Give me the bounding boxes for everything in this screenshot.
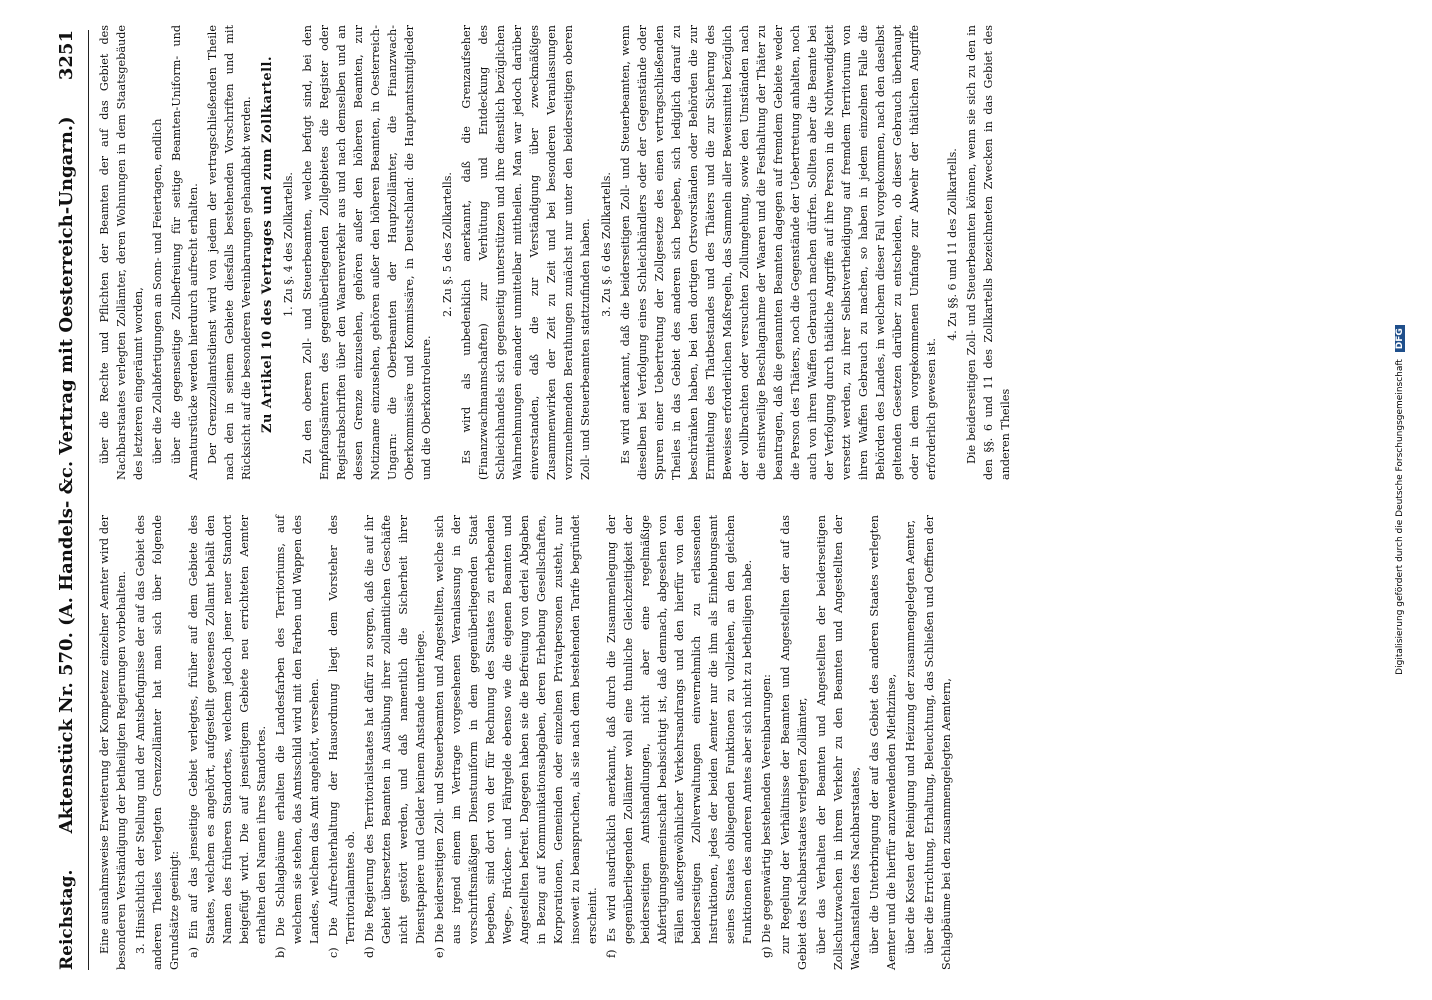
paragraph: Es wird als unbedenklich anerkannt, daß die Grenzaufseher (Finanzwachmannschaften) zur Verhütung und Entdeckung des Schleichhandels sich gegenseitig unterstützen und ihre dienstlich bezüglichen Wahrnehmungen einander unmittelbar mittheilen. Man war jedoch darüber einverstanden, daß die zur Verständigung über zweckmäßiges Zusammenwirken der Zeit zu Zeit und bei besonderen Veranlassungen vorzunehmenden Berathungen zunächst nur unter den beiderseitigen oberen Zoll- und Steuerbeamten stattzufinden haben.	[460, 25, 592, 480]
right-column	[96, 25, 1396, 480]
paragraph: Eine ausnahmsweise Erweiterung der Kompetenz einzelner Aemter wird der besonderen Verständigung der betheiligten Regierungen vorbehalten.	[98, 515, 128, 970]
list-item: g) Die gegenwärtig bestehenden Vereinbarungen:	[760, 674, 773, 958]
paragraph: über die Unterbringung der auf das Gebiet des anderen Staates verlegten Aemter und die hierfür anzuwendenden Miethzinse,	[868, 515, 898, 970]
page-header	[56, 30, 86, 970]
paragraph: über die Zollabfertigungen an Sonn- und Feiertagen, endlich	[151, 118, 164, 464]
dfg-logo: DFG	[1395, 325, 1405, 352]
header-left: Reichstag.	[57, 869, 77, 970]
paragraph: 3. Hinsichtlich der Stellung und der Amtsbefugnisse der auf das Gebiet des anderen Theiles verlegten Grenzzollämter hat man sich über folgende Grundsätze geeinigt:	[134, 515, 181, 970]
paragraph: Die beiderseitigen Zoll- und Steuerbeamten können, wenn sie sich zu den in den §§. 6 und 11 des Zollkartells bezeichneten Zwecken in das Gebiet des anderen Theiles	[965, 25, 1012, 480]
subsection-heading: 1. Zu §. 4 des Zollkartells.	[282, 172, 295, 317]
section-title: Zu Artikel 10 des Vertrages und zum Zollkartell.	[260, 55, 275, 434]
list-item: c) Die Aufrechterhaltung der Hausordnung liegt dem Vorsteher des Territorialamtes ob.	[327, 515, 357, 958]
left-column	[96, 515, 1396, 970]
paragraph: Der Grenzzollamtsdienst wird von jedem der vertragschließenden Theile nach den in seinem Gebiete diesfalls bestehenden Vorschriften und mit Rücksicht auf die besonderen Vereinbarungen gehandhabt werden.	[206, 25, 253, 480]
header-title: Aktenstück Nr. 570. (A. Handels- &c. Vertrag mit Oesterreich-Ungarn.)	[56, 116, 77, 834]
paragraph: Zu den oberen Zoll- und Steuerbeamten, welche befugt sind, bei den Empfangsämtern des gegenüberliegenden Zollgebietes die Register oder Registrabschriften über den Waarenverkehr aus und nach demselben und an dessen Grenze einzusehen, gehören außer den höheren Beamten, zur Notizname einzusehen, gehören außer den höheren Beamten, in Oesterreich-Ungarn: die Oberbeamten der Hauptzollämter, die Finanzwach-Oberkommissäre und Kommissäre, in Deutschland: die Hauptamtsmitglieder und die Oberkontroleure.	[301, 25, 433, 480]
subsection-heading: 2. Zu §. 5 des Zollkartells.	[441, 172, 454, 317]
paragraph: über die Errichtung, Erhaltung, Beleuchtung, das Schließen und Oeffnen der Schlagbäume bei den zusammengelegten Aemtern,	[923, 515, 953, 970]
paragraph: über die Rechte und Pflichten der Beamten der auf das Gebiet des Nachbarstaates verlegten Zollämter, deren Wohnungen in dem Staatsgebäude des letzteren eingeräumt worden,	[98, 25, 145, 480]
subsection-heading: 4. Zu §§. 6 und 11 des Zollkartells.	[946, 148, 959, 341]
paragraph: zur Regelung der Verhältnisse der Beamten und Angestellten der auf das Gebiet des Nachbarstaates verlegten Zollämter,	[779, 515, 809, 970]
paragraph: über die gegenseitige Zollbefreiung für seitige Beamten-Uniform- und Armaturstücke werden hierdurch aufrecht erhalten.	[170, 25, 200, 480]
list-item: d) Die Regierung des Territorialstaates hat dafür zu sorgen, daß die auf ihr Gebiet übersetzten Beamten in Ausübung ihrer zollamtlichen Geschäfte nicht gestört werden, und daß namentlich die Sicherheit ihrer Dienstpapiere und Gelder keinem Anstande unterliege.	[363, 515, 427, 958]
paragraph: über das Verhalten der Beamten und Angestellten der beiderseitigen Zollschutzwachen in ihrem Verkehr zu den Beamten und Angestellten der Wachanstalten des Nachbarstaates,	[815, 515, 862, 970]
page-number: 3251	[56, 30, 77, 81]
footer-text: Digitalisierung gefördert durch die Deutsche Forschungsgemeinschaft	[1395, 359, 1405, 675]
list-item: b) Die Schlagbäume erhalten die Landesfarben des Territoriums, auf welchem sie stehen, das Amtsschild wird mit den Farben und Wappen des Landes, welchem das Amt angehört, versehen.	[274, 515, 321, 958]
list-item: e) Die beiderseitigen Zoll- und Steuerbeamten und Angestellten, welche sich aus irgend einem im Vertrage vorgesehenen Veranlassung in der vorschriftsmäßigen Dienstuniform in dem gegenüberliegenden Staat begeben, sind dort von der für Rechnung des Staates zu erhebenden Wege-, Brücken- und Fährgelde ebenso wie die eigenen Beamten und Angestellten befreit. Dagegen haben sie die Befreiung von derlei Abgaben in Bezug auf Kommunikationsabgaben, deren Erhebung Gesellschaften, Korporationen, Gemeinden oder einzelnen Privatpersonen zusteht, nur insoweit zu beanspruchen, als sie nach dem bestehenden Tarife begründet erscheint.	[433, 515, 599, 958]
list-item: f) Es wird ausdrücklich anerkannt, daß durch die Zusammenlegung der gegenüberliegenden Zollämter wohl eine thunliche Gleichzeitigkeit der beiderseitigen Amtshandlungen, nicht aber eine regelmäßige Abfertigungsgemeinschaft beabsichtigt ist, daß demnach, abgesehen von Fällen außergewöhnlicher Verkehrsandrangs und den hierfür von den beiderseitigen Zollverwaltungen einvernehmlich zu erlassenden Instruktionen, jedes der beiden Aemter nur die ihm als Einhebungsamt seines Staates obliegenden Funktionen zu vollziehen, an den gleichen Funktionen des anderen Amtes aber sich nicht zu betheiligen habe.	[605, 515, 754, 958]
digitization-footer	[1395, 0, 1415, 1000]
paragraph: über die Kosten der Reinigung und Heizung der zusammengelegten Aemter,	[904, 519, 917, 954]
list-item: a) Ein auf das jenseitige Gebiet verlegtes, früher auf dem Gebiete des Staates, welchem es angehört, aufgestellt gewesenes Zollamt behält den Namen des früheren Standortes, welchem jedoch jener neuer Standort beigefügt wird. Die auf jenseitigem Gebiete neu errichteten Aemter erhalten den Namen ihres Standortes.	[187, 515, 268, 958]
header-rule	[88, 30, 89, 970]
subsection-heading: 3. Zu §. 6 des Zollkartells.	[600, 172, 613, 317]
paragraph: Es wird anerkannt, daß die beiderseitigen Zoll- und Steuerbeamten, wenn dieselben bei Verfolgung eines Schleichhändlers oder der Gegenstände oder Spuren einer Uebertretung der Zollgesetze des einen vertragschließenden Theiles in das Gebiet des anderen sich begeben, sich lediglich darauf zu beschränken haben, bei den dortigen Ortsvorständen oder Behörden die zur Ermittelung des Thatbestandes und des Thäters und die zur Sicherung des Beweises erforderlichen Maßregeln, das Sammeln aller Beweismittel bezüglich der vollbrachten oder versuchten Zollumgehung, sowie den Umständen nach die einstweilige Beschlagnahme der Waaren und die Festhaltung der Thäter zu beantragen, daß die genannten Beamten dagegen auf fremdem Gebiete weder die Person des Thäters, noch die Gegenstände der Uebertretung anhalten, noch auch von ihren Waffen Gebrauch machen dürfen. Sollten aber die Beamte bei der Verfolgung durch thätliche Angriffe auf ihre Person in die Nothwendigkeit versetzt werden, zu ihrer Selbstvertheidigung auf fremdem Territorium von ihren Waffen Gebrauch zu machen, so haben in jedem einzelnen Falle die Behörden des Landes, in welchem dieser Fall vorgekommen, nach den daselbst geltenden Gesetzen darüber zu entscheiden, ob dieser Gebrauch überhaupt oder in dem vorgekommenen Umfange zur Abwehr der thätlichen Angriffe erforderlich gewesen ist.	[619, 25, 938, 480]
